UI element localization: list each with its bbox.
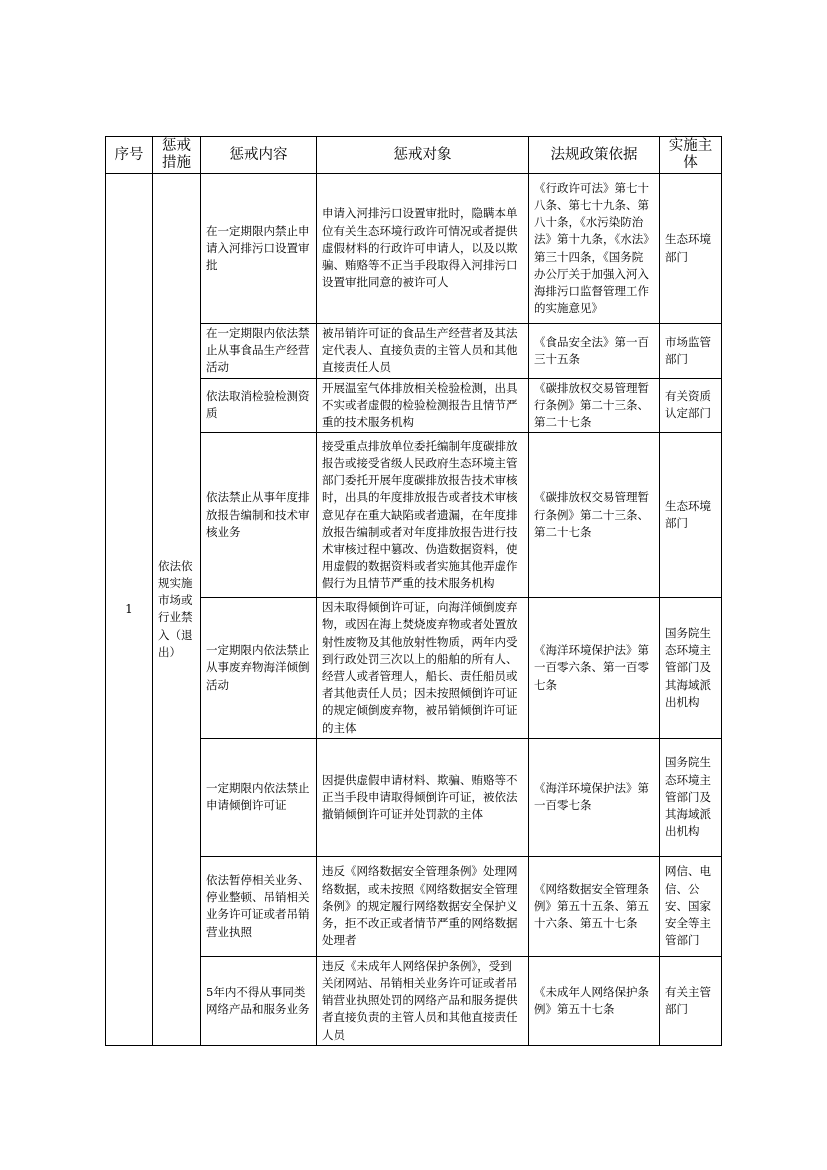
legal-basis: 《海洋环境保护法》第一百零七条 xyxy=(529,738,660,856)
discipline-content: 依法禁止从事年度排放报告编制和技术审核业务 xyxy=(201,433,317,598)
legal-basis: 《未成年人网络保护条例》第五十七条 xyxy=(529,956,660,1045)
header-basis: 法规政策依据 xyxy=(529,137,660,174)
row-number: 1 xyxy=(106,174,153,1046)
implementing-dept: 市场监管部门 xyxy=(660,324,722,379)
discipline-target: 因未取得倾倒许可证，向海洋倾倒废弃物，或因在海上焚烧废弃物或者处置放射性废物及其他放射性物质，两年内受到行政处罚三次以上的船舶的所有人、经营人或者管理人，船长、责任船员或者其他责任人员；因未按照倾倒许可证的规定倾倒废弃物，被吊销倾倒许可证的主体 xyxy=(317,598,529,739)
legal-basis: 《海洋环境保护法》第一百零六条、第一百零七条 xyxy=(529,598,660,739)
discipline-measure: 依法依规实施市场或行业禁入（退出） xyxy=(153,174,201,1046)
discipline-content: 一定期限内依法禁止从事废弃物海洋倾倒活动 xyxy=(201,598,317,739)
discipline-target: 被吊销许可证的食品生产经营者及其法定代表人、直接负责的主管人员和其他直接责任人员 xyxy=(317,324,529,379)
implementing-dept: 生态环境部门 xyxy=(660,174,722,324)
discipline-content: 依法取消检验检测资质 xyxy=(201,378,317,433)
discipline-target: 因提供虚假申请材料、欺骗、贿赂等不正当手段申请取得倾倒许可证，被依法撤销倾倒许可证并处罚款的主体 xyxy=(317,738,529,856)
implementing-dept: 网信、电信、公安、国家安全等主管部门 xyxy=(660,856,722,956)
table-row xyxy=(106,174,722,324)
legal-basis: 《碳排放权交易管理暂行条例》第二十三条、第二十七条 xyxy=(529,378,660,433)
table-header-row xyxy=(106,137,722,174)
discipline-target: 开展温室气体排放相关检验检测，出具不实或者虚假的检验检测报告且情节严重的技术服务机构 xyxy=(317,378,529,433)
legal-basis: 《食品安全法》第一百三十五条 xyxy=(529,324,660,379)
header-target: 惩戒对象 xyxy=(317,137,529,174)
legal-basis: 《行政许可法》第七十八条、第七十九条、第八十条，《水污染防治法》第十九条，《水法》第三十四条，《国务院办公厅关于加强入河入海排污口监督管理工作的实施意见》 xyxy=(529,174,660,324)
implementing-dept: 有关资质认定部门 xyxy=(660,378,722,433)
discipline-content: 一定期限内依法禁止申请倾倒许可证 xyxy=(201,738,317,856)
header-measure: 惩戒措施 xyxy=(153,137,201,174)
discipline-content: 5年内不得从事同类网络产品和服务业务 xyxy=(201,956,317,1045)
discipline-target: 违反《未成年人网络保护条例》，受到关闭网站、吊销相关业务许可证或者吊销营业执照处罚的网络产品和服务提供者直接负责的主管人员和其他直接责任人员 xyxy=(317,956,529,1045)
header-dept: 实施主体 xyxy=(660,137,722,174)
discipline-content: 依法暂停相关业务、停业整顿、吊销相关业务许可证或者吊销营业执照 xyxy=(201,856,317,956)
header-content: 惩戒内容 xyxy=(201,137,317,174)
discipline-content: 在一定期限内禁止申请入河排污口设置审批 xyxy=(201,174,317,324)
discipline-table xyxy=(105,136,722,1046)
implementing-dept: 生态环境部门 xyxy=(660,433,722,598)
discipline-target: 接受重点排放单位委托编制年度碳排放报告或接受省级人民政府生态环境主管部门委托开展年度碳排放报告技术审核时，出具的年度排放报告或者技术审核意见存在重大缺陷或者遗漏，在年度排放报告编制或者对年度排放报告进行技术审核过程中篡改、伪造数据资料，使用虚假的数据资料或者实施其他弄虚作假行为且情节严重的技术服务机构 xyxy=(317,433,529,598)
implementing-dept: 国务院生态环境主管部门及其海域派出机构 xyxy=(660,738,722,856)
discipline-target: 违反《网络数据安全管理条例》处理网络数据，或未按照《网络数据安全管理条例》的规定履行网络数据安全保护义务，拒不改正或者情节严重的网络数据处理者 xyxy=(317,856,529,956)
implementing-dept: 国务院生态环境主管部门及其海域派出机构 xyxy=(660,598,722,739)
discipline-content: 在一定期限内依法禁止从事食品生产经营活动 xyxy=(201,324,317,379)
legal-basis: 《网络数据安全管理条例》第五十五条、第五十六条、第五十七条 xyxy=(529,856,660,956)
header-no: 序号 xyxy=(106,137,153,174)
legal-basis: 《碳排放权交易管理暂行条例》第二十三条、第二十七条 xyxy=(529,433,660,598)
discipline-target: 申请入河排污口设置审批时，隐瞒本单位有关生态环境行政许可情况或者提供虚假材料的行政许可申请人，以及以欺骗、贿赂等不正当手段取得入河排污口设置审批同意的被许可人 xyxy=(317,174,529,324)
implementing-dept: 有关主管部门 xyxy=(660,956,722,1045)
